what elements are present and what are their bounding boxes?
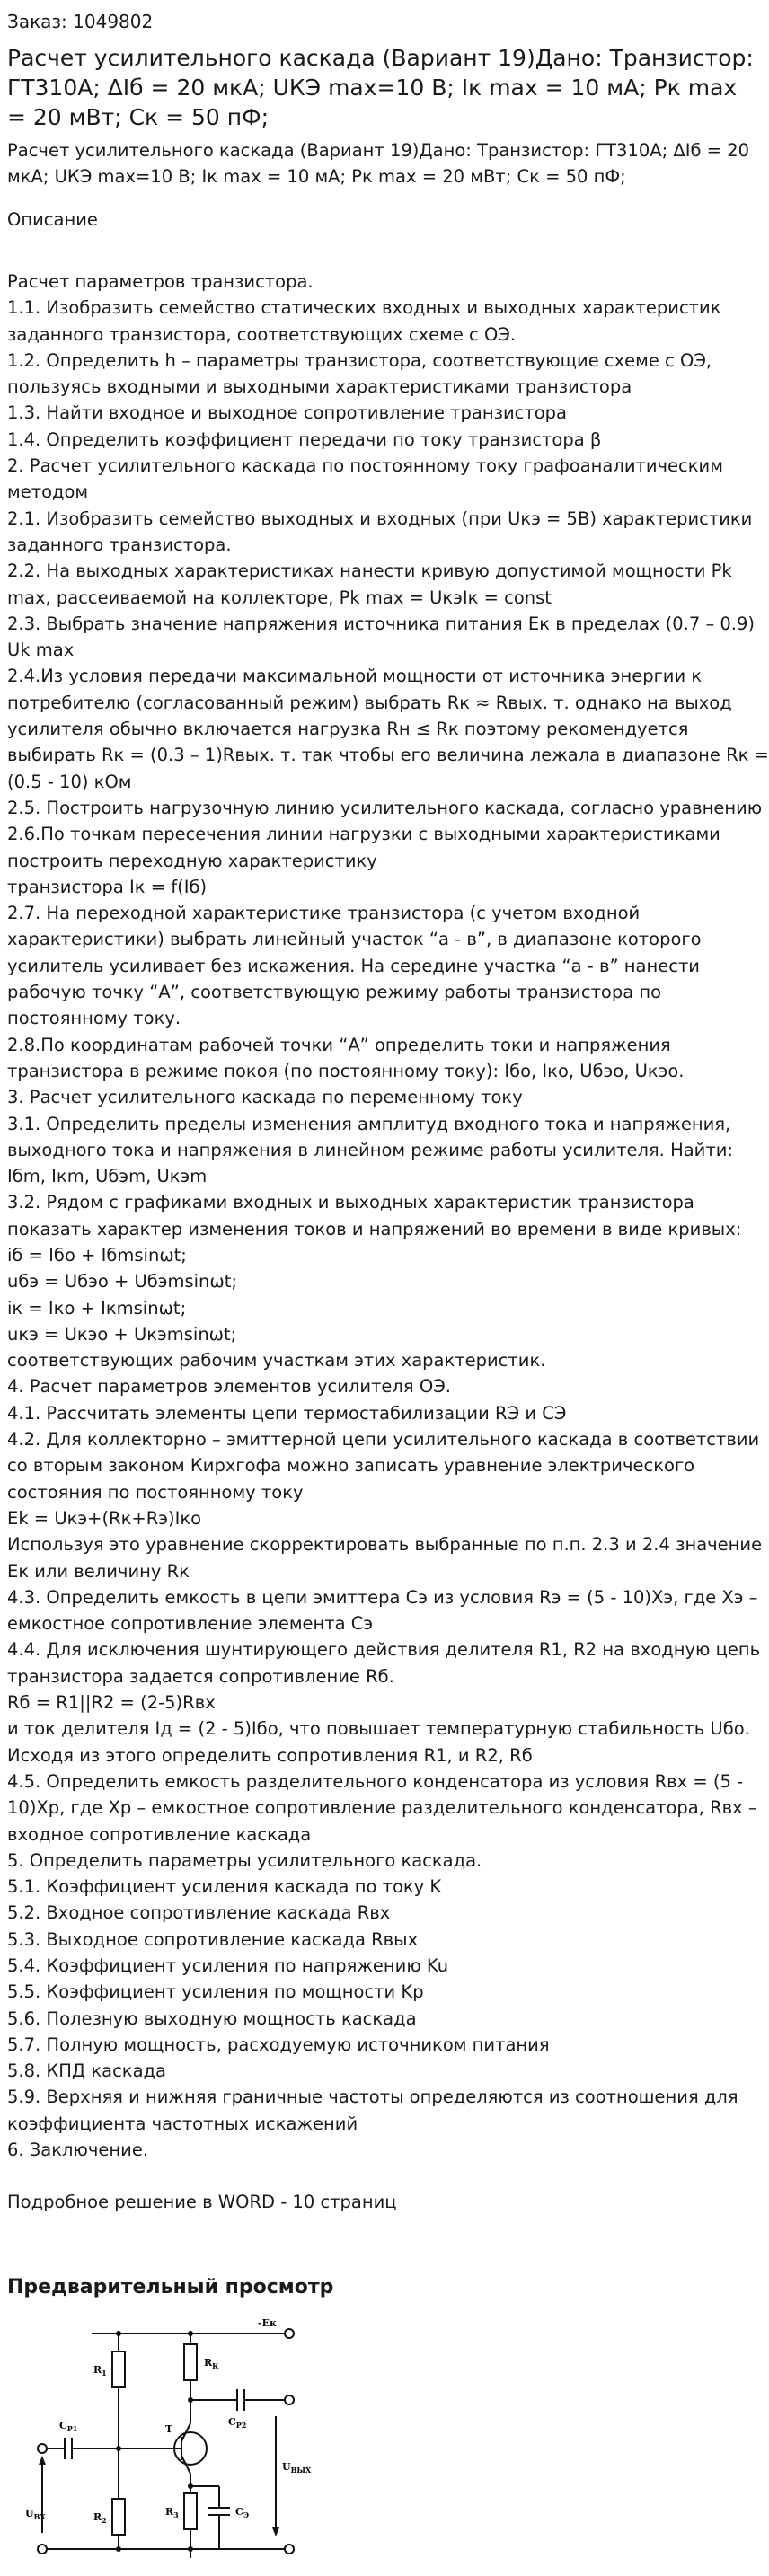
description-line: методом xyxy=(7,481,89,503)
description-line: 5.7. Полную мощность, расходуемую источником питания xyxy=(7,2033,550,2055)
description-line: uбэ = Uбэо + Uбэmsinωt; xyxy=(7,1271,237,1292)
node-rail-r1 xyxy=(116,2331,121,2336)
description-line: 2.5. Построить нагрузочную линию усилительного каскада, согласно уравнению xyxy=(7,797,763,818)
resistor-rk xyxy=(184,2344,197,2380)
node-r1-base xyxy=(116,2446,121,2451)
description-line: 2.6.По точкам пересечения линии нагрузки с выходными характеристиками xyxy=(7,824,720,845)
node-emitter xyxy=(188,2483,193,2489)
terminal-ek xyxy=(285,2329,294,2338)
description-line: Uk max xyxy=(7,640,75,661)
description-line: транзистора задается сопротивление Rб. xyxy=(7,1665,394,1687)
description-line: Iбm, Iкm, Uбэm, Uкэm xyxy=(7,1166,208,1187)
label-rk: $R_К$ xyxy=(204,2357,219,2370)
preview-heading: Предварительный просмотр xyxy=(7,2276,334,2298)
description-line: 5.9. Верхняя и нижняя граничные частоты определяются из соотношения для xyxy=(7,2086,738,2108)
label-cp2: $C_{P2}$ xyxy=(228,2416,247,2430)
description-line: 4.5. Определить емкость разделительного конденсатора из условия Rвх = (5 - xyxy=(7,1770,744,1792)
description-line: транзистора в режиме покоя (по постоянному току): Iбо, Iко, Uбэо, Uкэо. xyxy=(7,1060,685,1081)
description-line: max, рассеиваемой на коллекторе, Pk max = UкэIк = const xyxy=(7,587,552,608)
description-line: 5. Определить параметры усилительного каскада. xyxy=(7,1849,482,1871)
description-body xyxy=(7,269,769,2163)
description-line: и ток делителя Iд = (2 - 5)Iбо, что повышает температурную стабильность Uбо. xyxy=(7,1718,750,1740)
description-line: 1.2. Определить h – параметры транзистора, соответствующие схеме с ОЭ, xyxy=(7,349,712,371)
description-line: характеристики) выбрать линейный участок “а - в”, в диапазоне которого xyxy=(7,929,702,950)
label-ek: -Eк xyxy=(258,2317,277,2329)
label-uvx: $U_{ВХ}$ xyxy=(25,2508,46,2521)
resistor-r1 xyxy=(112,2351,125,2387)
description-line: 5.1. Коэффициент усиления каскада по току K xyxy=(7,1876,442,1898)
description-line: 2.4.Из условия передачи максимальной мощности от источника энергии к xyxy=(7,666,703,687)
description-line: 2. Расчет усилительного каскада по постоянному току графоаналитическим xyxy=(7,455,723,477)
description-line: 2.8.По координатам рабочей точки “А” определить токи и напряжения xyxy=(7,1034,671,1055)
description-line: iк = Iко + Iкmsinωt; xyxy=(7,1297,187,1319)
description-line: транзистора Iк = f(Iб) xyxy=(7,876,208,897)
description-line: Rб = R1||R2 = (2-5)Rвх xyxy=(7,1692,216,1714)
description-line: 2.1. Изобразить семейство выходных и входных (при Uкэ = 5В) характеристики xyxy=(7,507,753,529)
label-uvyx: $U_{ВЫХ}$ xyxy=(282,2461,312,2475)
description-line: 5.4. Коэффициент усиления по напряжению Ku xyxy=(7,1955,449,1976)
label-cp1: $C_{P1}$ xyxy=(59,2420,78,2433)
description-line: 2.7. На переходной характеристике транзистора (с учетом входной xyxy=(7,903,641,924)
description-line: 4.1. Рассчитать элементы цепи термостабилизации RЭ и СЭ xyxy=(7,1402,567,1424)
node-r2-ground xyxy=(116,2546,121,2552)
terminal-in-top xyxy=(38,2444,47,2453)
description-line: 4.3. Определить емкость в цепи эмиттера Сэ из условия Rэ = (5 - 10)Xэ, где Xэ – xyxy=(7,1586,758,1608)
label-ce: $C_Э$ xyxy=(235,2506,250,2519)
description-line: постоянному току. xyxy=(7,1008,181,1029)
description-line: Исходя из этого определить сопротивления R1, и R2, Rб xyxy=(7,1744,533,1766)
description-line: Ек или величину Rк xyxy=(7,1560,190,1582)
description-line: 5.8. КПД каскада xyxy=(7,2060,166,2082)
description-line: 5.3. Выходное сопротивление каскада Rвых xyxy=(7,1928,419,1950)
description-line: состояния по постоянному току xyxy=(7,1481,304,1503)
description-line: 3. Расчет усилительного каскада по переменному току xyxy=(7,1087,523,1108)
uvx-arrowhead xyxy=(39,2456,46,2465)
order-number: Заказ: 1049802 xyxy=(7,11,154,32)
terminal-in-bottom xyxy=(38,2545,47,2554)
description-line: коэффициента частотных искажений xyxy=(7,2113,358,2134)
description-line: 1.3. Найти входное и выходное сопротивление транзистора xyxy=(7,402,567,424)
description-line: усилитель усиливает без искажения. На середине участка “а - в” нанести xyxy=(7,955,700,976)
page-subtitle: Расчет усилительного каскада (Вариант 19)Дано: Транзистор: ГТ310А; ΔIб = 20 мкА; UКЭ max=10 В; Iк max = 10 мА; Рк max = 20 мВт; Ск = 50 пФ; xyxy=(7,140,750,187)
node-collector xyxy=(188,2397,193,2403)
description-line: 4.4. Для исключения шунтирующего действия делителя R1, R2 на входную цепь xyxy=(7,1639,761,1661)
description-line: построить переходную характеристику xyxy=(7,850,377,871)
terminal-out-bottom xyxy=(285,2545,294,2554)
description-line: Ek = Uкэ+(Rк+Rэ)Iко xyxy=(7,1507,202,1529)
resistor-r3 xyxy=(184,2493,197,2529)
page-title: Расчет усилительного каскада (Вариант 19)Дано: Транзистор: ГТ310А; ΔIб = 20 мкА; UКЭ max=10 В; Iк max = 10 мА; Рк max = 20 мВт; Ск = 50 пФ; xyxy=(7,45,754,130)
solution-summary: Подробное решение в WORD - 10 страниц xyxy=(7,2192,397,2213)
node-rail-rk xyxy=(188,2331,193,2336)
description-line: соответствующих рабочим участкам этих характеристик. xyxy=(7,1350,546,1372)
description-line: рабочую точку “А”, соответствующую режиму работы транзистора по xyxy=(7,982,662,1003)
node-r3-ground xyxy=(188,2546,193,2552)
description-line: 10)Xр, где Xр – емкостное сопротивление разделительного конденсатора, Rвх – xyxy=(7,1797,757,1819)
terminal-out-top xyxy=(285,2395,294,2404)
description-line: 5.5. Коэффициент усиления по мощности Kp xyxy=(7,1981,424,2003)
description-line: заданного транзистора, соответствующих схеме с ОЭ. xyxy=(7,323,517,345)
description-line: емкостное сопротивление элемента Сэ xyxy=(7,1613,374,1635)
description-line: 2.2. На выходных характеристиках нанести кривую допустимой мощности Pk xyxy=(7,560,732,582)
description-line: Расчет параметров транзистора. xyxy=(7,271,314,292)
description-line: iб = Iбо + Iбmsinωt; xyxy=(7,1244,187,1266)
description-line: потребителю (согласованный режим) выбрать Rк ≈ Rвых. т. однако на выход xyxy=(7,692,732,713)
label-r1: $R_1$ xyxy=(93,2364,107,2378)
description-line: 5.2. Входное сопротивление каскада Rвх xyxy=(7,1902,391,1924)
description-line: со вторым законом Кирхгофа можно записать уравнение электрического xyxy=(7,1455,695,1477)
label-r3: $R_3$ xyxy=(165,2506,179,2519)
description-line: 3.1. Определить пределы изменения амплитуд входного тока и напряжения, xyxy=(7,1113,731,1134)
description-line: 4. Расчет параметров элементов усилителя ОЭ. xyxy=(7,1376,451,1398)
description-line: (0.5 - 10) кОм xyxy=(7,771,132,792)
uvyx-arrowhead xyxy=(272,2527,279,2536)
description-line: 1.4. Определить коэффициент передачи по току транзистора β xyxy=(7,428,602,450)
description-line: 6. Заключение. xyxy=(7,2139,149,2161)
resistor-r2 xyxy=(112,2499,125,2535)
description-line: выбирать Rк = (0.3 – 1)Rвых. т. так чтобы его величина лежала в диапазоне Rк = xyxy=(7,745,769,766)
circuit-schematic xyxy=(25,2317,325,2560)
description-line: Используя это уравнение скорректировать выбранные по п.п. 2.3 и 2.4 значение xyxy=(7,1534,763,1556)
description-label: Описание xyxy=(7,209,98,230)
label-t: T xyxy=(165,2423,173,2435)
description-line: 2.3. Выбрать значение напряжения источника питания Ек в пределах (0.7 – 0.9) xyxy=(7,613,756,634)
description-line: показать характер изменения токов и напряжений во времени в виде кривых: xyxy=(7,1218,742,1239)
description-line: выходного тока и напряжения в линейном режиме работы усилителя. Найти: xyxy=(7,1139,733,1160)
description-line: усилителя обычно включается нагрузка Rн ≤ Rк поэтому рекомендуется xyxy=(7,719,689,740)
description-line: 4.2. Для коллекторно – эмиттерной цепи усилительного каскада в соответствии xyxy=(7,1429,760,1451)
description-line: пользуясь входными и выходными характеристиками транзистора xyxy=(7,376,632,398)
description-line: 1.1. Изобразить семейство статических входных и выходных характеристик xyxy=(7,297,721,319)
description-line: 5.6. Полезную выходную мощность каскада xyxy=(7,2007,417,2029)
description-line: uкэ = Uкэо + Uкэmsinωt; xyxy=(7,1323,237,1345)
description-line: входное сопротивление каскада xyxy=(7,1823,312,1845)
description-line: заданного транзистора. xyxy=(7,534,232,555)
description-line: 3.2. Рядом с графиками входных и выходных характеристик транзистора xyxy=(7,1192,694,1213)
label-r2: $R_2$ xyxy=(93,2511,107,2525)
